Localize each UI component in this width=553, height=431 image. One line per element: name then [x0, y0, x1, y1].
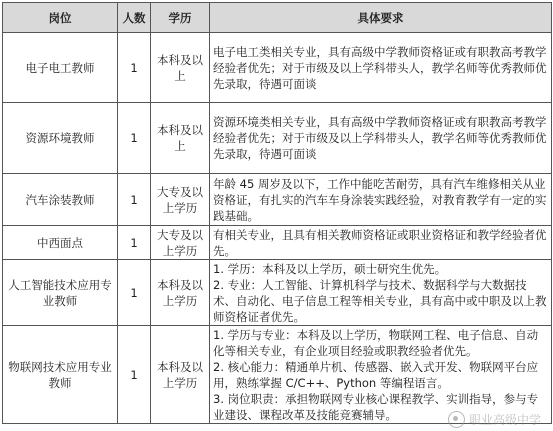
requirements-cell — [210, 326, 552, 424]
header-requirements: 具体要求 — [210, 3, 552, 33]
requirement-line: 2. 专业：人工智能、计算机科学与技术、数据科学与大数据技术、自动化、电子信息工程等相关专业，具有高中或中职及以上教师资格证者优先。 — [213, 277, 547, 324]
position-cell: 物联网技术应用专业教师 — [3, 326, 118, 424]
education-cell: 本科及以上学历 — [151, 260, 210, 326]
requirement-line: 2. 核心能力：精通单片机、传感器、嵌入式开发、物联网平台应用，熟练掌握 C/C++、Python 等编程语言。 — [213, 359, 539, 390]
requirements-cell — [210, 103, 552, 174]
count-cell: 1 — [118, 260, 151, 326]
requirement-line: 1. 学历：本科及以上学历，硕士研究生优先。 — [213, 261, 447, 276]
position-cell: 资源环境教师 — [3, 103, 118, 174]
header-education: 学历 — [151, 3, 210, 33]
education-cell: 大专及以上学历 — [151, 226, 210, 260]
education-cell: 本科及以上学历 — [151, 326, 210, 424]
header-position: 岗位 — [3, 3, 118, 33]
count-cell: 1 — [118, 326, 151, 424]
count-cell: 1 — [118, 174, 151, 226]
count-cell: 1 — [118, 103, 151, 174]
header-count: 人数 — [118, 3, 151, 33]
requirements-cell — [210, 260, 552, 326]
requirement-line: 电子电工类相关专业，具有高级中学教师资格证或有职教高考教学经验者优先；对于市级及以上学科带头人，教学名师等优秀教师优先录取，待遇可面谈 — [213, 44, 547, 91]
table-row — [3, 33, 552, 103]
count-cell: 1 — [118, 33, 151, 103]
table-row — [3, 226, 552, 260]
education-cell: 大专及以上学历 — [151, 174, 210, 226]
table-row — [3, 326, 552, 424]
position-cell: 中西面点 — [3, 226, 118, 260]
table-row — [3, 103, 552, 174]
position-cell: 汽车涂装教师 — [3, 174, 118, 226]
requirement-line: 年龄 45 周岁及以下，工作中能吃苦耐劳，具有汽车维修相关从业资格证，有扎实的汽车车身涂装实践经验，对教育教学有一定的实践基础。 — [213, 176, 547, 223]
count-cell: 1 — [118, 226, 151, 260]
requirement-line: 3. 岗位职责：承担物联网专业核心课程教学、实训指导，参与专业建设、课程改革及技能竞赛辅导。 — [213, 391, 539, 422]
position-cell: 电子电工教师 — [3, 33, 118, 103]
education-cell: 本科及以上 — [151, 33, 210, 103]
table-row — [3, 260, 552, 326]
requirements-cell — [210, 174, 552, 226]
education-cell: 本科及以上 — [151, 103, 210, 174]
table-header-row — [3, 3, 552, 33]
position-cell: 人工智能技术应用专业教师 — [3, 260, 118, 326]
requirement-line: 有相关专业，且具有相关教师资格证或职业资格证和教学经验者优先。 — [213, 227, 547, 258]
requirement-line: 1. 学历与专业：本科及以上学历，物联网工程、电子信息、自动化等相关专业，有企业项目经验或职教经验者优先。 — [213, 327, 539, 358]
requirements-cell — [210, 33, 552, 103]
table-row — [3, 174, 552, 226]
recruitment-table — [2, 2, 552, 424]
requirement-line: 资源环境类相关专业，具有高级中学教师资格证或有职教高考教学经验者优先；对于市级及以上学科带头人，教学名师等优秀教师优先录取，待遇可面谈 — [213, 115, 547, 161]
watermark-text: 职业高级中学 — [468, 413, 541, 427]
requirements-cell — [210, 226, 552, 260]
